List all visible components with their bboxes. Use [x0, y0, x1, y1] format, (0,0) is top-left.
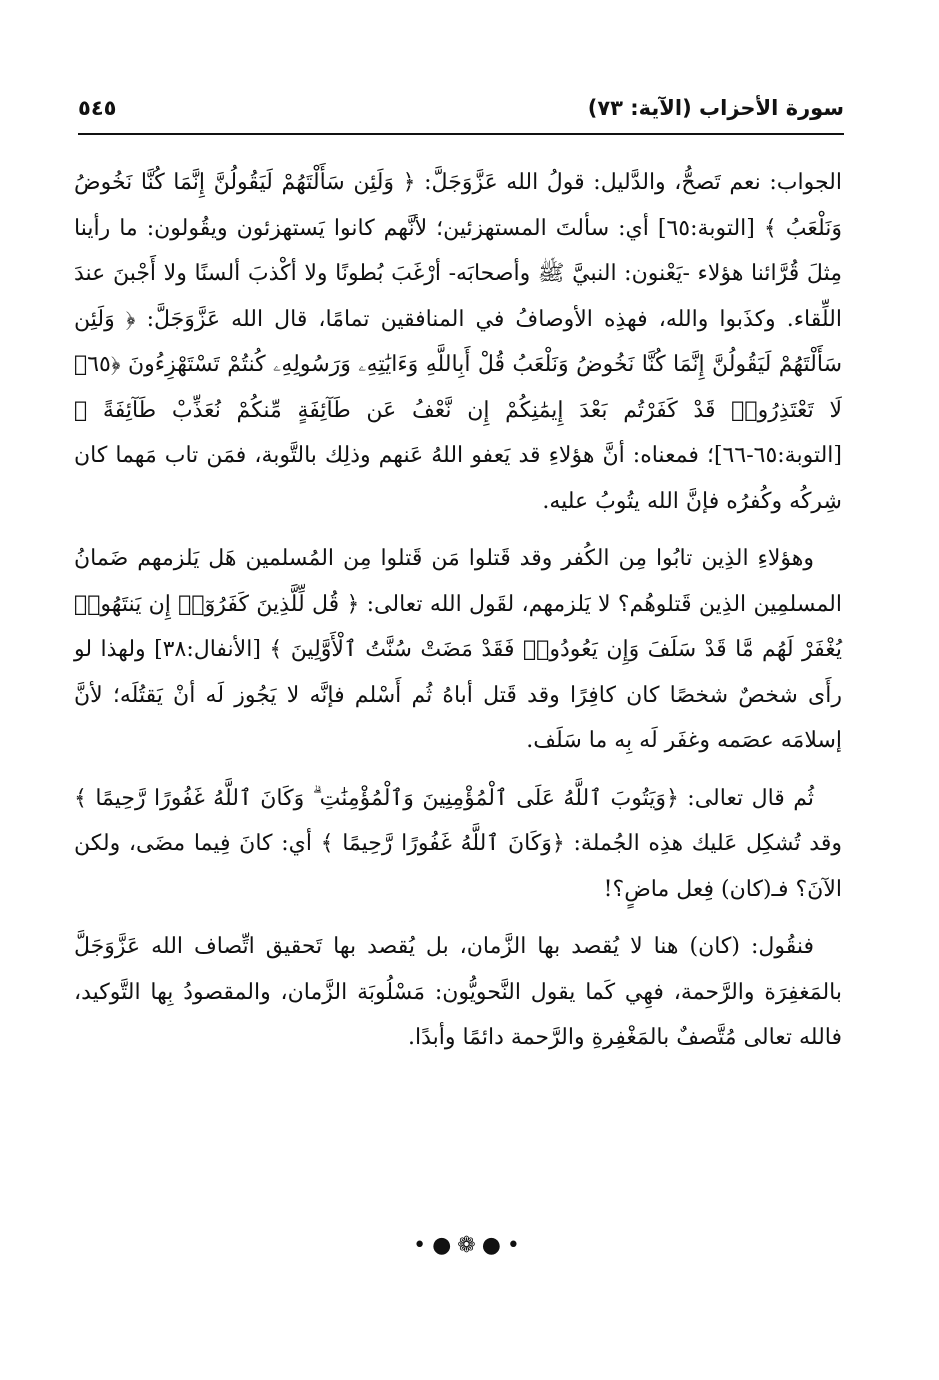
- paragraph-answer: الجواب: نعم تَصحُّ، والدَّليل: قولُ الله عَزَّوَجَلَّ: ﴿ وَلَئِن سَأَلْتَهُمْ لَيَقُولُنَّ إِنَّمَا كُنَّا نَخُوضُ وَنَلْعَبُ ﴾ [التوبة:٦٥] أي: سألتَ المستهزئين؛ لأنَّهم كانوا يَستهزئون ويقُولون: ما رأينا مِثلَ قُرَّائنا هؤلاء -يَعْنون: النبيَّ ﷺ وأصحابَه- أرْغَبَ بُطونًا ولا أكْذبَ ألسنًا ولا أَجْبنَ عندَ اللِّقاء. وكذَبوا والله، فهذِه الأوصافُ في المنافقين تمامًا، قال الله عَزَّوَجَلَّ: ﴿ وَلَئِن سَأَلْتَهُمْ لَيَقُولُنَّ إِنَّمَا كُنَّا نَخُوضُ وَنَلْعَبُ قُلْ أَبِاللَّهِ وَءَايَٰتِهِۦ وَرَسُولِهِۦ كُنتُمْ تَسْتَهْزِءُونَ ﴿٦٥﴾ لَا تَعْتَذِرُوا۟ قَدْ كَفَرْتُم بَعْدَ إِيمَٰنِكُمْ إِن نَّعْفُ عَن طَآئِفَةٍ مِّنكُمْ نُعَذِّبْ طَآئِفَةً ﴾ [التوبة:٦٥-٦٦]؛ فمعناه: أنَّ هؤلاءِ قد يَعفو اللهُ عَنهم وذلِك بالتَّوبة، فمَن تاب مَهما كان شِركُه وكُفرُه فإنَّ الله يتُوبُ عليه.: [74, 170, 842, 514]
- page-header: [78, 92, 844, 134]
- ornament-divider-icon: •●❁●•: [413, 1233, 526, 1258]
- header-divider: [78, 133, 844, 135]
- surah-title: سورة الأحزاب (الآية: ٧٣): [587, 96, 844, 120]
- paragraph-explanation: فنقُول: (كان) هنا لا يُقصد بها الزَّمان، بل يُقصد بها تَحقيق اتِّصاف الله عَزَّوَجَلَّ بالمَغفِرَة والرَّحمة، فهِي كَما يقول النَّحويُّون: مَسْلُوبَة الزَّمان، والمقصودُ بِها التَّوكيد، فالله تعالى مُتَّصفٌ بالمَغْفِرةِ والرَّحمة دائمًا وأبدًا.: [74, 934, 842, 1050]
- paragraph-repentance: وهؤلاءِ الذِين تابُوا مِن الكُفر وقد قَتلوا مَن قَتلوا مِن المُسلمين هَل يَلزمهم ضَمانُ المسلمِين الذِين قَتلوهُم؟ لا يَلزمهم، لقَول الله تعالى: ﴿ قُل لِّلَّذِينَ كَفَرُوٓا۟ إِن يَنتَهُوا۟ يُغْفَرْ لَهُم مَّا قَدْ سَلَفَ وَإِن يَعُودُوا۟ فَقَدْ مَضَتْ سُنَّتُ ٱلْأَوَّلِينَ ﴾ [الأنفال:٣٨] ولهذا لو رأَى شخصٌ شخصًا كان كافِرًا وقد قَتل أباهُ ثُم أَسْلم فإنَّه لا يَجُوز لَه أنْ يَقتُلَه؛ لأنَّ إسلامَه عصَمه وغفَر لَه بِه ما سَلَف.: [74, 546, 842, 753]
- page-number: ٥٤٥: [78, 96, 117, 120]
- page-body: [74, 160, 842, 1061]
- paragraph-verse-question: ثُم قال تعالى: ﴿وَيَتُوبَ ٱللَّهُ عَلَى ٱلْمُؤْمِنِينَ وَٱلْمُؤْمِنَٰتِ ۗ وَكَانَ ٱللَّهُ غَفُورًا رَّحِيمًا ﴾ وقد تُشكِل عَليك هذِه الجُملة: ﴿وَكَانَ ٱللَّهُ غَفُورًا رَّحِيمًا ﴾ أي: كانَ فِيما مضَى، ولكن الآنَ؟ فـ(كان) فِعل ماضٍ؟!: [74, 785, 842, 902]
